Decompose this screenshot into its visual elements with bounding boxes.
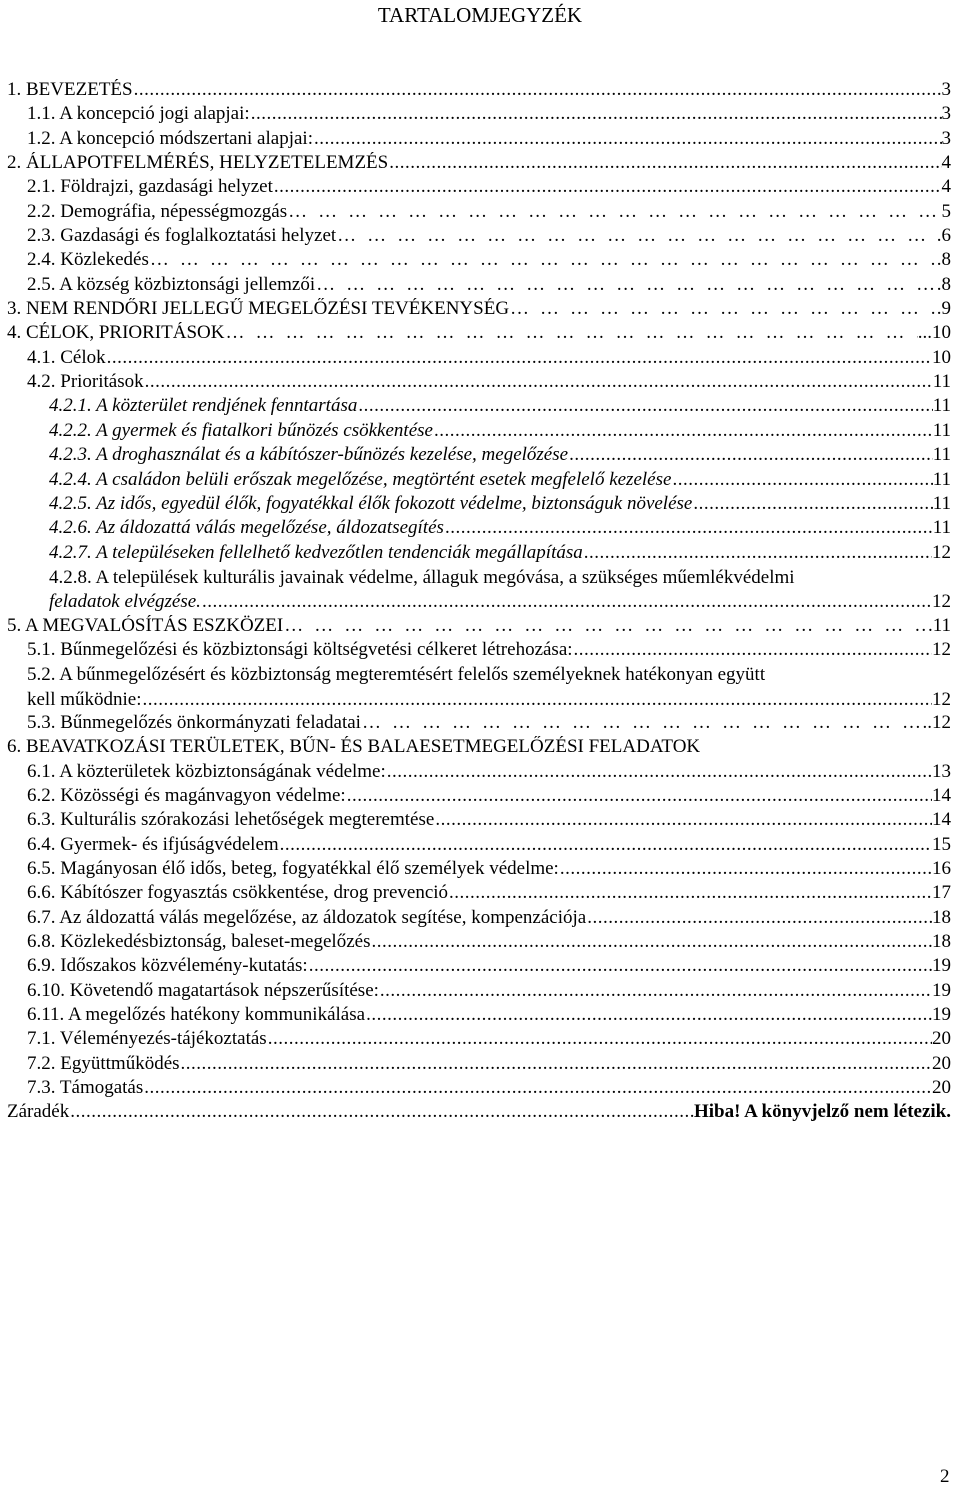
toc-entry[interactable] [0,907,960,931]
toc-entry-title: 2.2. Demográfia, népességmozgás [27,200,288,222]
toc-entry-page: 11 [932,371,951,393]
toc-entry-page: 12 [932,541,951,563]
toc-entry-title: 6.11. A megelőzés hatékony kommunikálása [27,1004,366,1026]
toc-entry-title: 5.1. Bűnmegelőzési és közbiztonsági költségvetési célkeret létrehozása: [27,638,573,660]
toc-entry-page: 3 [941,79,951,100]
toc-entry-page: 11 [932,395,951,417]
toc-entry-title: 7.2. Együttműködés [27,1052,180,1074]
toc-entry[interactable] [0,79,960,103]
toc-entry-page: 20 [932,1028,951,1050]
toc-entry-page: 19 [932,979,951,1001]
toc-entry-title: Záradék [7,1101,70,1123]
toc-entry-page: 4 [941,176,951,198]
toc-entry[interactable] [0,858,960,882]
toc-entry-title: 4.2.8. A települések kulturális javainak védelme, állaguk megóvása, a szükséges műemlékvédelmi [49,566,795,588]
toc-leader [142,688,932,712]
toc-entry[interactable] [0,736,960,760]
toc-entry-title: 5.3. Bűnmegelőzés önkormányzati feladatai [27,711,361,733]
toc-entry[interactable] [0,809,960,833]
toc-entry-title: 6.10. Követendő magatartások népszerűsítése: [27,979,379,1001]
toc-entry-title: 4.2.4. A családon belüli erőszak megelőzése, megtörtént esetek megfelelő kezelése [49,468,672,490]
toc-entry-page: 12 [932,688,951,710]
toc-entry[interactable] [0,663,960,712]
toc-entry-page: ..12 [922,711,951,733]
toc-entry[interactable] [0,1053,960,1077]
toc-leader [559,858,932,880]
toc-entry-page: .8 [936,249,951,271]
toc-entry[interactable] [0,274,960,298]
toc-entry-title: 6.5. Magányosan élő idős, beteg, fogyatékkal élő személyek védelme: [27,858,559,879]
toc-entry-page: 18 [932,931,951,953]
toc-leader [444,517,933,539]
toc-leader [346,785,932,807]
toc-entry-page: 3 [941,103,951,125]
toc-entry[interactable] [0,517,960,541]
toc-entry-page: 11 [932,468,951,490]
toc-entry-page: 15 [932,833,951,855]
toc-leader [133,79,942,101]
toc-entry[interactable] [0,980,960,1004]
toc-leader [583,542,932,564]
toc-entry-title: 2. ÁLLAPOTFELMÉRÉS, HELYZETELEMZÉS [7,152,389,174]
toc-entry-title: 1.2. A koncepció módszertani alapjai: [27,127,313,149]
toc-leader [149,249,937,271]
toc-leader [361,712,923,734]
toc-leader [692,493,932,515]
toc-entry-title: 4.1. Célok [27,346,106,368]
toc-entry-page: 12 [932,638,951,660]
toc-leader [365,1004,932,1026]
toc-leader [224,322,917,344]
toc-entry-page: 3 [941,127,951,149]
toc-entry-title: 6.1. A közterületek közbiztonságának védelme: [27,760,386,782]
toc-entry-page: 17 [932,882,951,904]
toc-entry-page: 5 [941,200,951,222]
toc-leader [568,444,933,466]
toc-entry[interactable] [0,639,960,663]
toc-entry[interactable] [0,712,960,736]
toc-leader [586,907,932,929]
toc-entry-page: 14 [932,809,951,831]
toc-leader [279,834,932,856]
toc-entry[interactable] [0,225,960,249]
toc-entry-title: 2.4. Közlekedés [27,249,149,271]
toc-leader [379,980,932,1002]
toc-entry[interactable] [0,761,960,785]
toc-entry[interactable] [0,1101,960,1125]
toc-entry[interactable] [0,395,960,419]
toc-entry-page: 11 [932,492,951,514]
toc-entry-page: ...10 [917,322,951,344]
toc-leader [388,152,941,174]
toc-entry-title: 5.2. A bűnmegelőzésért és közbiztonság megteremtésért felelős személyeknek hatékonyan együtt [27,664,766,686]
toc-entry-page: 20 [932,1077,951,1099]
toc-entry[interactable] [0,469,960,493]
toc-entry-title: 4.2.2. A gyermek és fiatalkori bűnözés csökkentése [49,419,433,441]
toc-leader [308,955,932,977]
toc-entry[interactable] [0,128,960,152]
toc-entry-page: 20 [932,1052,951,1074]
toc-leader [671,469,932,491]
toc-entry-title: 2.3. Gazdasági és foglalkoztatási helyzet [27,225,337,247]
toc-entry-page: .6 [936,225,951,247]
toc-entry-title: 4.2.7. A településeken fellelhető kedvezőtlen tendenciák megállapítása [49,541,583,563]
toc-leader [448,882,932,904]
toc-leader [509,298,937,320]
toc-entry-page: 19 [932,955,951,977]
toc-entry-title: 6.4. Gyermek- és ifjúságvédelem [27,833,279,855]
toc-leader [313,128,942,150]
toc-entry[interactable] [0,542,960,566]
toc-leader [273,176,942,198]
toc-entry-title: 6.6. Kábítószer fogyasztás csökkentése, drog prevenció [27,882,449,904]
toc-entry-title: 6.9. Időszakos közvélemény-kutatás: [27,955,308,977]
toc-entry-page: 18 [932,906,951,928]
toc-entry-title: 4. CÉLOK, PRIORITÁSOK [7,322,225,344]
toc-leader [434,809,932,831]
page-number: 2 [940,1466,950,1487]
toc-entry-title: 4.2.1. A közterület rendjének fenntartása [49,395,358,417]
toc-entry-title: 6.7. Az áldozattá válás megelőzése, az áldozatok segítése, kompenzációja [27,906,587,928]
toc-entry-title: 5. A MEGVALÓSÍTÁS ESZKÖZEI [7,614,284,636]
toc-leader [250,103,942,125]
toc-entry[interactable] [0,249,960,273]
toc-entry[interactable] [0,785,960,809]
toc-entry[interactable] [0,444,960,468]
toc-leader [283,615,928,637]
toc-entry[interactable] [0,201,960,225]
toc-entry[interactable] [0,176,960,200]
toc-entry[interactable] [0,347,960,371]
toc-entry-page: .11 [927,614,951,636]
toc-entry-title: 1.1. A koncepció jogi alapjai: [27,103,250,125]
toc-entry-page: Hiba! A könyvjelző nem létezik. [693,1101,951,1123]
toc-entry-title: 6.3. Kulturális szórakozási lehetőségek megteremtése [27,809,435,831]
toc-entry-page: 10 [932,346,951,368]
toc-entry-page: 4 [941,152,951,174]
toc-entry[interactable] [0,566,960,615]
toc-entry-title: 4.2.6. Az áldozattá válás megelőzése, áldozatsegítés [49,517,444,539]
toc-entry-title: kell működnie: [27,688,142,710]
toc-entry-title: feladatok elvégzése. [49,591,201,613]
toc-leader [315,274,937,296]
toc-entry-title: 2.5. A község közbiztonsági jellemzői [27,273,316,295]
toc-entry-page: 19 [932,1004,951,1026]
toc-entry-title: 7.3. Támogatás [27,1077,144,1099]
toc-entry[interactable] [0,103,960,127]
toc-entry-title: 2.1. Földrajzi, gazdasági helyzet [27,176,273,198]
toc-leader [106,347,932,369]
toc-leader [573,639,932,661]
toc-entry[interactable] [0,1004,960,1028]
toc-entry-title: 3. NEM RENDŐRI JELLEGŰ MEGELŐZÉSI TEVÉKENYSÉG [7,298,510,320]
toc-entry-page: 11 [932,517,951,539]
toc-entry-page: .8 [936,273,951,295]
toc-leader [370,931,932,953]
toc-entry-page: .9 [936,298,951,320]
toc-entry[interactable] [0,931,960,955]
toc-leader [433,420,933,442]
toc-entry-page: 11 [932,419,951,441]
toc-leader [357,395,932,417]
toc-entry-title: 4.2.5. Az idős, egyedül élők, fogyatékkal élők fokozott védelme, biztonságuk növelése [49,492,693,514]
toc-leader [144,371,933,393]
toc-entry-page: 13 [932,760,951,782]
toc-entry-title: 6. BEAVATKOZÁSI TERÜLETEK, BŰN- ÉS BALAESETMEGELŐZÉSI FELADATOK [7,736,701,758]
toc-leader [336,225,937,247]
toc-leader [201,590,932,614]
toc-entry[interactable] [0,834,960,858]
toc-entry[interactable] [0,615,960,639]
toc-entry[interactable] [0,152,960,176]
toc-entry[interactable] [0,322,960,346]
toc-entry[interactable] [0,955,960,979]
toc-leader [287,201,941,223]
toc-leader [267,1028,932,1050]
toc-entry-title: 7.1. Véleményezés-tájékoztatás [27,1028,267,1050]
toc-entry[interactable] [0,882,960,906]
toc-entry-page: 11 [932,444,951,466]
toc-entry-title: 4.2.3. A droghasználat és a kábítószer-bűnözés kezelése, megelőzése [49,444,569,466]
toc-entry[interactable] [0,371,960,395]
toc-entry[interactable] [0,493,960,517]
toc-leader [386,761,932,783]
toc-entry-title: 1. BEVEZETÉS [7,79,133,100]
toc-entry[interactable] [0,298,960,322]
page-title: TARTALOMJEGYZÉK [377,3,583,27]
toc-entry-title: 4.2. Prioritások [27,371,144,393]
toc-entry[interactable] [0,1028,960,1052]
toc-leader [69,1101,694,1123]
toc-leader [180,1053,932,1075]
toc-entry-page: 12 [932,591,951,613]
toc-leader [143,1077,932,1099]
toc-entry[interactable] [0,1077,960,1101]
table-of-contents [0,79,960,1126]
toc-entry-title: 6.8. Közlekedésbiztonság, baleset-megelőzés [27,931,371,953]
toc-entry-page: 16 [932,858,951,879]
toc-entry-page: 14 [932,784,951,806]
toc-entry-title: 6.2. Közösségi és magánvagyon védelme: [27,784,346,806]
toc-entry[interactable] [0,420,960,444]
